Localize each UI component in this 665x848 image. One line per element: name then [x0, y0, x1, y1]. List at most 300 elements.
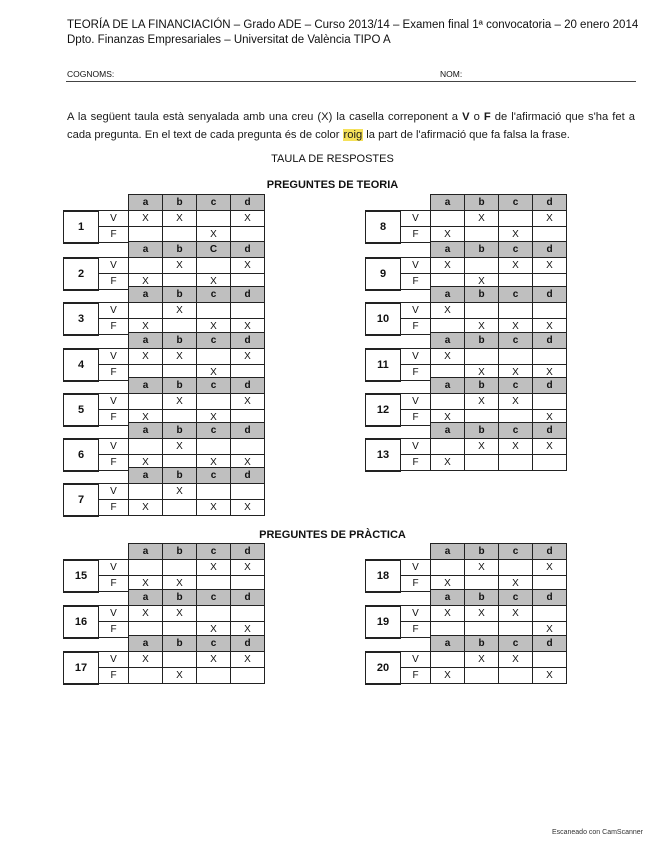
answer-table	[63, 286, 265, 336]
cognoms-label: COGNOMS:	[67, 69, 115, 79]
row-label-f: F	[401, 365, 431, 381]
column-header: a	[431, 423, 465, 439]
answer-table	[63, 589, 265, 639]
answer-table	[365, 635, 567, 685]
column-header: c	[197, 287, 231, 303]
scanner-watermark: Escaneado con CamScanner	[551, 829, 643, 836]
answer-cell	[231, 606, 265, 622]
section-practica-title: PREGUNTES DE PRÀCTICA	[259, 529, 406, 541]
answer-cell: X	[197, 622, 231, 638]
column-header: c	[197, 468, 231, 484]
question-number: 6	[64, 439, 99, 471]
answer-cell	[533, 652, 567, 668]
answer-cell	[197, 484, 231, 500]
row-label-f: F	[401, 410, 431, 426]
answer-cell: X	[197, 500, 231, 516]
answer-cell	[197, 303, 231, 319]
answer-cell	[533, 303, 567, 319]
question-number: 12	[366, 394, 401, 426]
question-block-3	[63, 286, 265, 336]
column-header: d	[533, 378, 567, 394]
answer-cell: X	[163, 576, 197, 592]
answer-cell	[465, 349, 499, 365]
column-header: a	[431, 242, 465, 258]
answer-table	[63, 377, 265, 427]
column-header: b	[163, 195, 197, 211]
column-header: a	[431, 195, 465, 211]
question-number: 16	[64, 606, 99, 638]
answer-cell: X	[129, 319, 163, 335]
column-header: d	[231, 242, 265, 258]
question-block-2	[63, 241, 265, 291]
column-header: d	[231, 195, 265, 211]
row-label-f: F	[401, 227, 431, 243]
column-header: c	[499, 287, 533, 303]
question-block-9	[365, 241, 567, 291]
column-header: b	[163, 423, 197, 439]
column-header: b	[465, 242, 499, 258]
column-header: c	[499, 544, 533, 560]
question-number: 1	[64, 211, 99, 243]
answer-cell: X	[499, 439, 533, 455]
column-header: d	[533, 242, 567, 258]
answer-table	[365, 377, 567, 427]
column-header: b	[465, 423, 499, 439]
answer-cell: X	[431, 227, 465, 243]
answer-cell: X	[465, 394, 499, 410]
column-header: c	[197, 333, 231, 349]
answer-cell: X	[231, 349, 265, 365]
answer-table	[63, 635, 265, 685]
column-header: d	[231, 636, 265, 652]
answer-cell: X	[499, 652, 533, 668]
row-label-v: V	[99, 349, 129, 365]
answer-cell: X	[431, 410, 465, 426]
answer-cell	[129, 303, 163, 319]
row-label-f: F	[99, 274, 129, 290]
row-label-v: V	[401, 258, 431, 274]
answer-cell: X	[431, 668, 465, 684]
answer-cell	[231, 484, 265, 500]
row-label-v: V	[401, 560, 431, 576]
column-header: a	[129, 378, 163, 394]
column-header: b	[465, 636, 499, 652]
answer-cell: X	[465, 652, 499, 668]
answer-cell	[197, 211, 231, 227]
column-header: b	[163, 378, 197, 394]
answer-cell	[129, 560, 163, 576]
column-header: a	[431, 590, 465, 606]
column-header: d	[231, 468, 265, 484]
column-header: d	[533, 333, 567, 349]
question-block-11	[365, 332, 567, 382]
column-header: c	[499, 242, 533, 258]
answer-cell	[129, 439, 163, 455]
answer-cell: X	[533, 410, 567, 426]
row-label-f: F	[99, 410, 129, 426]
answer-cell	[499, 455, 533, 471]
question-number: 19	[366, 606, 401, 638]
column-header: d	[231, 590, 265, 606]
answer-cell: X	[163, 211, 197, 227]
column-header: b	[465, 544, 499, 560]
answer-cell: X	[163, 258, 197, 274]
answer-cell: X	[129, 576, 163, 592]
question-block-12	[365, 377, 567, 427]
answer-cell	[431, 560, 465, 576]
column-header: b	[465, 195, 499, 211]
row-label-v: V	[401, 439, 431, 455]
answer-cell: X	[129, 455, 163, 471]
answer-cell: X	[129, 606, 163, 622]
answer-cell: X	[231, 560, 265, 576]
column-header: a	[129, 423, 163, 439]
answer-cell: X	[197, 365, 231, 381]
answer-cell: X	[231, 455, 265, 471]
question-block-5	[63, 377, 265, 427]
column-header: c	[499, 195, 533, 211]
document-title: TEORÍA DE LA FINANCIACIÓN – Grado ADE – Curso 2013/14 – Examen final 1ª convocatoria – 20 enero 2014	[67, 19, 639, 31]
answer-cell	[231, 668, 265, 684]
row-label-f: F	[401, 622, 431, 638]
answer-cell	[533, 606, 567, 622]
answer-cell: X	[465, 365, 499, 381]
question-number: 10	[366, 303, 401, 335]
row-label-v: V	[99, 211, 129, 227]
answer-cell	[431, 394, 465, 410]
table-title: TAULA DE RESPOSTES	[271, 153, 394, 165]
answer-cell: X	[499, 365, 533, 381]
column-header: d	[533, 590, 567, 606]
answer-cell: X	[465, 439, 499, 455]
answer-cell: X	[197, 455, 231, 471]
row-label-f: F	[99, 365, 129, 381]
question-block-15	[63, 543, 265, 593]
row-label-f: F	[99, 227, 129, 243]
question-block-13	[365, 422, 567, 472]
answer-cell	[465, 258, 499, 274]
column-header: c	[197, 636, 231, 652]
column-header: b	[163, 636, 197, 652]
row-label-f: F	[99, 500, 129, 516]
row-label-f: F	[99, 668, 129, 684]
answer-cell: X	[163, 606, 197, 622]
answer-cell: X	[499, 319, 533, 335]
question-number: 17	[64, 652, 99, 684]
answer-table	[63, 467, 265, 517]
answer-cell	[465, 455, 499, 471]
answer-cell	[129, 484, 163, 500]
column-header: d	[231, 378, 265, 394]
answer-cell: X	[431, 258, 465, 274]
column-header: c	[499, 590, 533, 606]
answer-cell	[163, 652, 197, 668]
row-label-f: F	[401, 319, 431, 335]
column-header: b	[465, 590, 499, 606]
answer-cell	[231, 303, 265, 319]
question-block-4	[63, 332, 265, 382]
answer-table	[365, 286, 567, 336]
answer-table	[63, 422, 265, 472]
answer-cell: X	[533, 319, 567, 335]
answer-cell: X	[163, 439, 197, 455]
column-header: c	[197, 544, 231, 560]
department-line: Dpto. Finanzas Empresariales – Universitat de València TIPO A	[67, 34, 391, 46]
column-header: a	[129, 242, 163, 258]
answer-cell: X	[231, 258, 265, 274]
answer-cell	[197, 606, 231, 622]
column-header: a	[129, 287, 163, 303]
row-label-v: V	[99, 303, 129, 319]
column-header: b	[163, 544, 197, 560]
column-header: b	[163, 468, 197, 484]
answer-cell	[431, 211, 465, 227]
column-header: c	[499, 333, 533, 349]
column-header: d	[533, 636, 567, 652]
column-header: C	[197, 242, 231, 258]
answer-cell	[197, 668, 231, 684]
answer-cell	[431, 652, 465, 668]
answer-table	[365, 589, 567, 639]
column-header: c	[197, 195, 231, 211]
column-header: b	[465, 378, 499, 394]
row-label-f: F	[401, 576, 431, 592]
answer-table	[365, 543, 567, 593]
question-block-17	[63, 635, 265, 685]
question-block-6	[63, 422, 265, 472]
column-header: d	[533, 287, 567, 303]
answer-cell: X	[533, 258, 567, 274]
answer-cell	[197, 439, 231, 455]
column-header: a	[129, 544, 163, 560]
answer-cell	[163, 500, 197, 516]
question-number: 4	[64, 349, 99, 381]
answer-table	[365, 241, 567, 291]
question-number: 2	[64, 258, 99, 290]
column-header: b	[163, 333, 197, 349]
answer-cell: X	[499, 606, 533, 622]
question-block-18	[365, 543, 567, 593]
row-label-v: V	[401, 349, 431, 365]
answer-cell	[197, 258, 231, 274]
column-header: d	[533, 423, 567, 439]
answer-cell: X	[533, 439, 567, 455]
answer-cell: X	[499, 576, 533, 592]
answer-cell	[533, 455, 567, 471]
answer-cell: X	[197, 274, 231, 290]
column-header: a	[431, 378, 465, 394]
question-block-20	[365, 635, 567, 685]
section-teoria-title: PREGUNTES DE TEORIA	[266, 179, 399, 191]
column-header: a	[431, 636, 465, 652]
column-header: a	[431, 333, 465, 349]
answer-cell: X	[431, 606, 465, 622]
answer-cell: X	[533, 365, 567, 381]
answer-cell: X	[163, 394, 197, 410]
question-block-7	[63, 467, 265, 517]
answer-cell	[533, 349, 567, 365]
answer-cell	[163, 560, 197, 576]
answer-table	[365, 194, 567, 244]
question-number: 13	[366, 439, 401, 471]
column-header: c	[197, 590, 231, 606]
answer-cell: X	[465, 560, 499, 576]
answer-cell: X	[231, 652, 265, 668]
question-block-10	[365, 286, 567, 336]
row-label-v: V	[99, 258, 129, 274]
answer-cell	[129, 394, 163, 410]
row-label-v: V	[99, 606, 129, 622]
answer-cell	[197, 394, 231, 410]
answer-cell: X	[129, 349, 163, 365]
row-label-v: V	[401, 394, 431, 410]
column-header: d	[533, 195, 567, 211]
answer-cell: X	[129, 410, 163, 426]
answer-cell: X	[231, 319, 265, 335]
answer-cell	[533, 394, 567, 410]
answer-cell: X	[129, 211, 163, 227]
answer-cell: X	[431, 303, 465, 319]
highlight-word: roig	[343, 129, 363, 141]
question-number: 20	[366, 652, 401, 684]
answer-cell: X	[499, 394, 533, 410]
answer-cell: X	[163, 303, 197, 319]
answer-table	[63, 332, 265, 382]
row-label-v: V	[99, 484, 129, 500]
column-header: a	[129, 468, 163, 484]
answer-cell	[431, 439, 465, 455]
answer-cell	[499, 211, 533, 227]
answer-table	[365, 422, 567, 472]
answer-cell: X	[533, 211, 567, 227]
answer-cell: X	[499, 227, 533, 243]
answer-table	[63, 241, 265, 291]
column-header: a	[129, 590, 163, 606]
answer-cell	[465, 668, 499, 684]
question-number: 9	[366, 258, 401, 290]
row-label-f: F	[401, 274, 431, 290]
answer-cell: X	[533, 560, 567, 576]
answer-cell	[499, 668, 533, 684]
answer-cell	[499, 560, 533, 576]
question-block-1	[63, 194, 265, 244]
row-label-f: F	[401, 668, 431, 684]
answer-cell: X	[231, 211, 265, 227]
column-header: a	[129, 195, 163, 211]
column-header: b	[163, 590, 197, 606]
name-line	[66, 81, 636, 82]
column-header: a	[129, 636, 163, 652]
row-label-v: V	[401, 652, 431, 668]
column-header: b	[465, 287, 499, 303]
nom-label: NOM:	[440, 69, 463, 79]
row-label-v: V	[99, 652, 129, 668]
answer-cell: X	[431, 349, 465, 365]
column-header: a	[431, 287, 465, 303]
answer-cell: X	[465, 606, 499, 622]
row-label-v: V	[401, 606, 431, 622]
column-header: d	[533, 544, 567, 560]
answer-cell: X	[231, 500, 265, 516]
answer-cell: X	[163, 484, 197, 500]
column-header: a	[431, 544, 465, 560]
question-block-8	[365, 194, 567, 244]
answer-cell: X	[533, 622, 567, 638]
row-label-f: F	[99, 455, 129, 471]
question-number: 7	[64, 484, 99, 516]
row-label-v: V	[401, 303, 431, 319]
column-header: a	[129, 333, 163, 349]
column-header: b	[163, 242, 197, 258]
row-label-f: F	[99, 576, 129, 592]
answer-cell: X	[465, 211, 499, 227]
answer-cell: X	[431, 455, 465, 471]
column-header: d	[231, 333, 265, 349]
answer-cell: X	[231, 622, 265, 638]
question-block-16	[63, 589, 265, 639]
row-label-v: V	[99, 439, 129, 455]
column-header: c	[499, 636, 533, 652]
column-header: d	[231, 544, 265, 560]
answer-cell	[231, 439, 265, 455]
column-header: c	[499, 378, 533, 394]
answer-cell: X	[129, 500, 163, 516]
row-label-v: V	[99, 394, 129, 410]
answer-cell: X	[499, 258, 533, 274]
answer-cell	[129, 668, 163, 684]
column-header: c	[499, 423, 533, 439]
answer-cell: X	[197, 652, 231, 668]
row-label-f: F	[99, 622, 129, 638]
answer-cell: X	[465, 274, 499, 290]
answer-cell: X	[197, 227, 231, 243]
answer-cell: X	[129, 652, 163, 668]
answer-cell: X	[163, 668, 197, 684]
column-header: b	[465, 333, 499, 349]
question-number: 5	[64, 394, 99, 426]
answer-cell: X	[533, 668, 567, 684]
answer-cell: X	[431, 576, 465, 592]
answer-cell	[499, 349, 533, 365]
answer-cell	[499, 303, 533, 319]
answer-table	[63, 543, 265, 593]
question-number: 11	[366, 349, 401, 381]
column-header: c	[197, 423, 231, 439]
answer-cell	[465, 303, 499, 319]
answer-table	[63, 194, 265, 244]
question-number: 15	[64, 560, 99, 592]
answer-cell: X	[197, 410, 231, 426]
answer-cell: X	[465, 319, 499, 335]
answer-cell: X	[231, 394, 265, 410]
answer-cell: X	[197, 560, 231, 576]
question-number: 3	[64, 303, 99, 335]
answer-cell	[129, 258, 163, 274]
column-header: d	[231, 287, 265, 303]
question-number: 18	[366, 560, 401, 592]
answer-cell: X	[163, 349, 197, 365]
column-header: d	[231, 423, 265, 439]
answer-table	[365, 332, 567, 382]
row-label-v: V	[401, 211, 431, 227]
answer-cell: X	[197, 319, 231, 335]
column-header: b	[163, 287, 197, 303]
answer-cell	[197, 349, 231, 365]
answer-cell: X	[129, 274, 163, 290]
row-label-v: V	[99, 560, 129, 576]
row-label-f: F	[401, 455, 431, 471]
column-header: c	[197, 378, 231, 394]
